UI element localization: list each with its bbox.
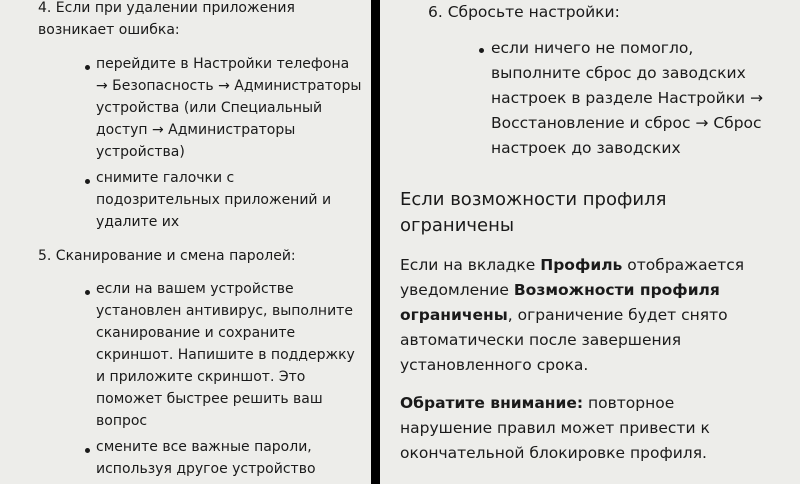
step-6-label: 6. Сбросьте настройки: [428,3,620,21]
panel-divider [371,0,380,484]
step-5-bullet-1: если на вашем устройстве установлен антивирус, выполните сканирование и сохраните скриншот. Напишите в поддержку и приложите скриншот. Это поможет быстрее решить ваш вопрос [96,281,355,429]
step-4-label: 4. Если при удалении приложения возникает ошибка: [38,0,295,38]
bullet-dot [85,65,90,70]
left-panel [0,0,371,484]
section-heading: Если возможности профиля ограничены [400,189,667,236]
profile-tab-name: Профиль [540,256,623,274]
step-5-label: 5. Сканирование и смена паролей: [38,248,296,264]
step-5-bullet-2: смените все важные пароли, используя другое устройство [96,439,316,477]
warning-paragraph: Обратите внимание: повторное нарушение правил может привести к окончательной блокировке профиля. [400,394,710,462]
bullet-dot [85,179,90,184]
notification-name: Возможности профиля ограничены [400,281,720,324]
bullet-dot [85,448,90,453]
limited-profile-paragraph: Если на вкладке Профиль отображается уведомление Возможности профиля ограничены, ограничение будет снято автоматически после завершения установленного срока. [400,256,745,374]
step-4-bullet-1: перейдите в Настройки телефона → Безопасность → Администраторы устройства (или Специальный доступ → Администраторы устройства) [96,56,362,160]
warning-label: Обратите внимание: [400,394,584,412]
step-4-bullet-2: снимите галочки с подозрительных приложений и удалите их [96,170,332,230]
right-panel [380,0,800,484]
step-6-bullet-1: если ничего не помогло, выполните сброс до заводских настроек в разделе Настройки → Восстановление и сброс → Сброс настроек до заводских [491,39,764,157]
bullet-dot [479,48,484,53]
bullet-dot [85,290,90,295]
